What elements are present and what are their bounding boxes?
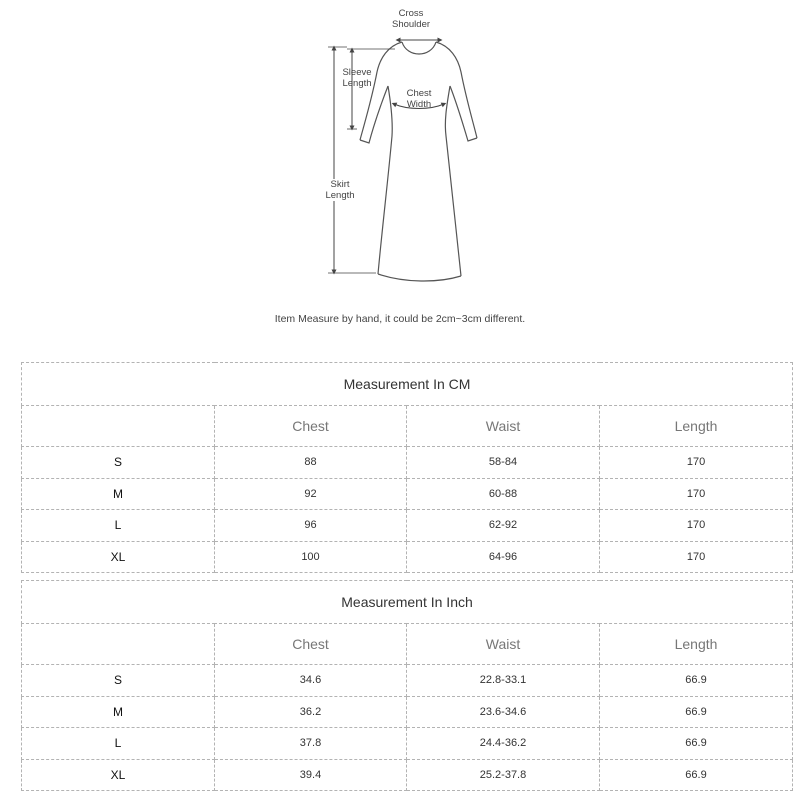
sleeve-length-label: [339, 67, 375, 89]
table-row: [22, 696, 793, 728]
waist-cell: 60-88: [407, 478, 600, 510]
size-cell: M: [22, 478, 215, 510]
size-cell: S: [22, 447, 215, 479]
table-row: [22, 665, 793, 697]
dress-measurement-diagram: [0, 0, 800, 300]
chest-width-label: [402, 88, 436, 110]
chest-cell: 36.2: [215, 696, 407, 728]
waist-cell: 22.8-33.1: [407, 665, 600, 697]
header-chest: Chest: [215, 624, 407, 665]
table-row: [22, 478, 793, 510]
header-chest: Chest: [215, 406, 407, 447]
chest-cell: 39.4: [215, 759, 407, 791]
table-row: [22, 541, 793, 573]
measurement-table-inch: [21, 580, 793, 791]
waist-cell: 62-92: [407, 510, 600, 542]
header-size: [22, 406, 215, 447]
table-row: [22, 759, 793, 791]
chest-cell: 88: [215, 447, 407, 479]
chest-cell: 100: [215, 541, 407, 573]
length-cell: 170: [600, 447, 793, 479]
cross-shoulder-label-line1: Cross: [398, 8, 424, 19]
skirt-length-label-line2: Length: [325, 190, 355, 201]
header-size: [22, 624, 215, 665]
dress-outline: [360, 42, 477, 281]
size-cell: L: [22, 728, 215, 760]
length-cell: 170: [600, 541, 793, 573]
skirt-length-label: [320, 179, 360, 201]
length-cell: 170: [600, 510, 793, 542]
skirt-length-label-line1: Skirt: [330, 179, 350, 190]
measurement-table-cm: [21, 362, 793, 573]
chest-cell: 34.6: [215, 665, 407, 697]
chest-width-label-line2: Width: [406, 99, 432, 110]
table-title: Measurement In Inch: [22, 581, 793, 624]
size-cell: L: [22, 510, 215, 542]
chest-cell: 92: [215, 478, 407, 510]
table-row: [22, 447, 793, 479]
header-waist: Waist: [407, 406, 600, 447]
waist-cell: 58-84: [407, 447, 600, 479]
waist-cell: 24.4-36.2: [407, 728, 600, 760]
waist-cell: 64-96: [407, 541, 600, 573]
table-row: [22, 728, 793, 760]
size-cell: XL: [22, 541, 215, 573]
size-cell: M: [22, 696, 215, 728]
chest-width-label-line1: Chest: [406, 88, 432, 99]
header-waist: Waist: [407, 624, 600, 665]
length-cell: 66.9: [600, 728, 793, 760]
size-cell: S: [22, 665, 215, 697]
waist-cell: 23.6-34.6: [407, 696, 600, 728]
table-row: [22, 510, 793, 542]
chest-cell: 37.8: [215, 728, 407, 760]
chest-cell: 96: [215, 510, 407, 542]
header-length: Length: [600, 406, 793, 447]
header-length: Length: [600, 624, 793, 665]
cross-shoulder-label: [391, 8, 431, 30]
measurement-note: Item Measure by hand, it could be 2cm~3cm different.: [274, 313, 526, 325]
sleeve-length-label-line2: Length: [342, 78, 372, 89]
cross-shoulder-label-line2: Shoulder: [391, 19, 431, 30]
size-cell: XL: [22, 759, 215, 791]
sleeve-length-label-line1: Sleeve: [342, 67, 372, 78]
length-cell: 66.9: [600, 665, 793, 697]
table-title: Measurement In CM: [22, 363, 793, 406]
length-cell: 170: [600, 478, 793, 510]
length-cell: 66.9: [600, 696, 793, 728]
length-cell: 66.9: [600, 759, 793, 791]
waist-cell: 25.2-37.8: [407, 759, 600, 791]
